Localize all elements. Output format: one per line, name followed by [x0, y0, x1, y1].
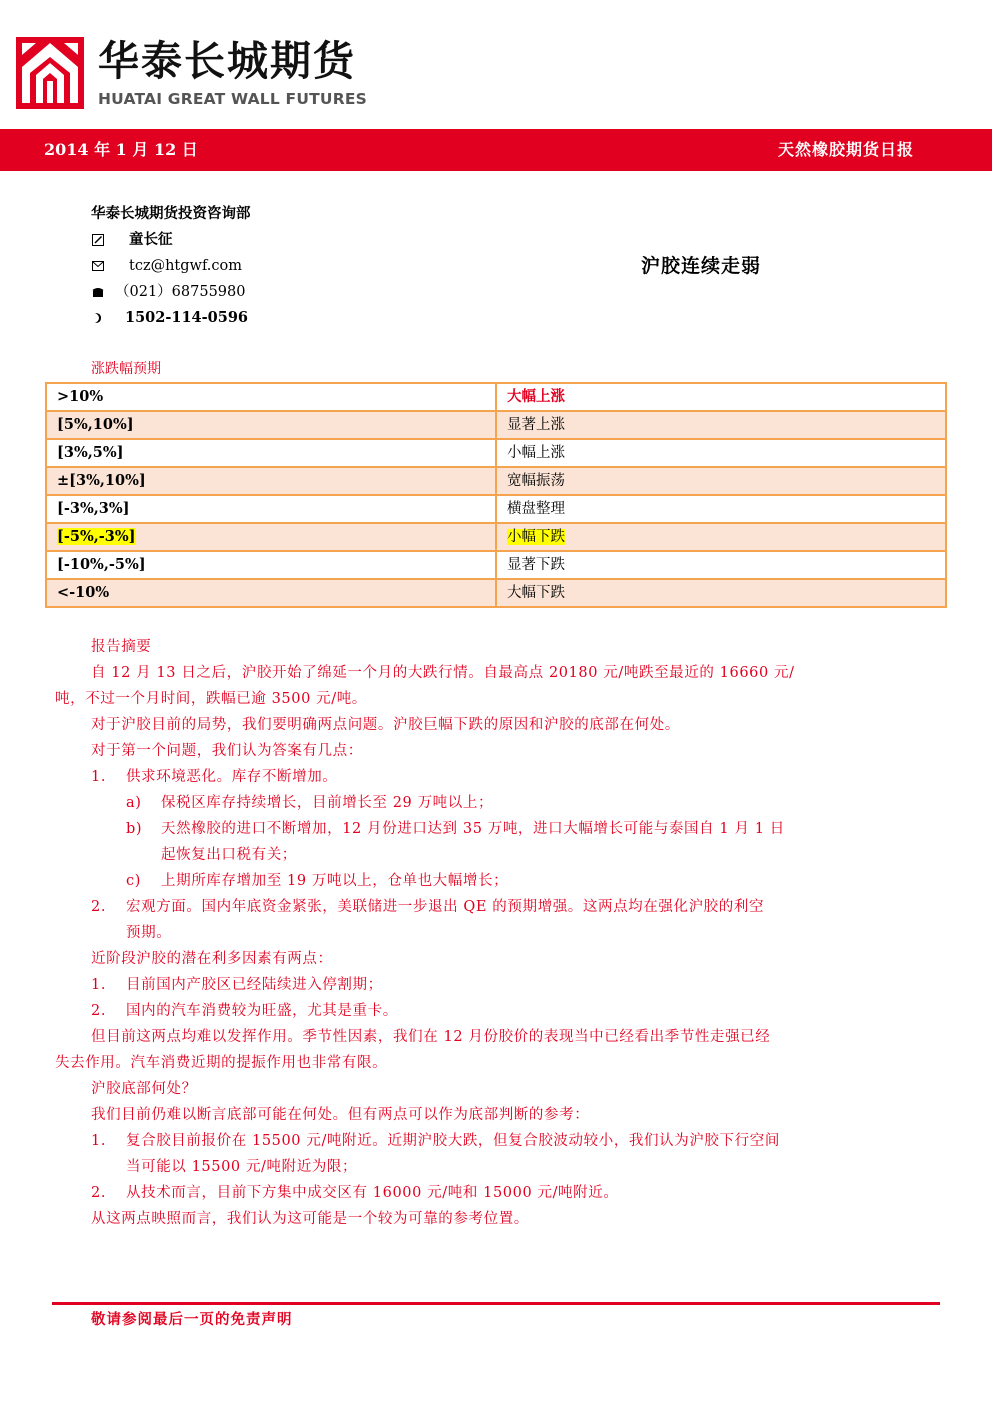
summary-line: 宏观方面。国内年底资金紧张，美联储进一步退出 QE 的预期增强。这两点均在强化沪胶的利空 [126, 899, 765, 915]
table-row [46, 495, 946, 523]
list-marker: 1. [91, 977, 107, 993]
desc-cell: 大幅下跌 [496, 579, 946, 607]
summary-line: 我们目前仍难以断言底部可能在何处。但有两点可以作为底部判断的参考： [91, 1107, 590, 1123]
table-row [46, 467, 946, 495]
table-row [46, 579, 946, 607]
summary-line: 从技术而言，目前下方集中成交区有 16000 元/吨和 15000 元/吨附近。 [126, 1185, 619, 1201]
table-row-highlighted [46, 523, 946, 551]
desc-cell: 小幅上涨 [496, 439, 946, 467]
list-marker: 1. [91, 769, 107, 785]
range-cell: >10% [46, 383, 496, 411]
table-row [46, 411, 946, 439]
phone-number: （021）68755980 [115, 284, 246, 300]
summary-line: 对于沪胶目前的局势，我们要明确两点问题。沪胶巨幅下跌的原因和沪胶的底部在何处。 [91, 717, 680, 733]
range-cell: ±[3%,10%] [46, 467, 496, 495]
author-name: 童长征 [129, 231, 173, 248]
header-banner [0, 129, 992, 171]
range-cell: [-10%,-5%] [46, 551, 496, 579]
summary-line: 供求环境恶化。库存不断增加。 [126, 769, 338, 785]
range-cell: [-3%,3%] [46, 495, 496, 523]
summary-line: 天然橡胶的进口不断增加，12 月份进口达到 35 万吨，进口大幅增长可能与泰国自 1 月 1 日 [161, 821, 785, 837]
desc-cell: 横盘整理 [496, 495, 946, 523]
desc-text: 小幅下跌 [507, 529, 565, 545]
summary-line: 预期。 [126, 925, 172, 941]
department: 华泰长城期货投资咨询部 [91, 205, 251, 222]
desc-cell: 大幅上涨 [496, 383, 946, 411]
list-marker: 1. [91, 1133, 107, 1149]
range-text: [-5%,-3%] [57, 528, 136, 545]
summary-line: 对于第一个问题，我们认为答案有几点： [91, 743, 363, 759]
email-row [91, 255, 242, 277]
brand-name-en: HUATAI GREAT WALL FUTURES [98, 90, 367, 108]
summary-line: 当可能以 15500 元/吨附近为限； [126, 1159, 358, 1175]
range-cell: [3%,5%] [46, 439, 496, 467]
range-cell [46, 523, 496, 551]
summary-line: 起恢复出口税有关； [161, 847, 297, 863]
phone-row [91, 281, 245, 303]
list-marker: 2. [91, 1185, 107, 1201]
mobile-icon [91, 311, 105, 325]
footer-divider [52, 1302, 940, 1305]
report-headline: 沪胶连续走弱 [641, 255, 762, 277]
summary-line: 自 12 月 13 日之后，沪胶开始了绵延一个月的大跌行情。自最高点 20180 元/吨跌至最近的 16660 元/ [91, 665, 795, 681]
summary-line: 但目前这两点均难以发挥作用。季节性因素，我们在 12 月份胶价的表现当中已经看出季节性走强已经 [91, 1029, 771, 1045]
email-icon [91, 259, 105, 273]
report-type: 天然橡胶期货日报 [777, 140, 914, 159]
summary-line: 吨，不过一个月时间，跌幅已逾 3500 元/吨。 [55, 691, 367, 707]
summary-line: 目前国内产胶区已经陆续进入停割期； [126, 977, 383, 993]
list-marker: c) [126, 873, 141, 889]
range-cell: <-10% [46, 579, 496, 607]
summary-line: 沪胶底部何处？ [91, 1081, 197, 1097]
list-marker: 2. [91, 899, 107, 915]
list-marker: 2. [91, 1003, 107, 1019]
table-label: 涨跌幅预期 [91, 361, 161, 377]
expectation-table [45, 382, 947, 608]
summary-title: 报告摘要 [91, 639, 152, 655]
report-date: 2014 年 1 月 12 日 [44, 140, 198, 159]
desc-cell: 宽幅振荡 [496, 467, 946, 495]
summary-line: 近阶段沪胶的潜在利多因素有两点： [91, 951, 333, 967]
table-row [46, 551, 946, 579]
range-cell: [5%,10%] [46, 411, 496, 439]
desc-cell: 显著上涨 [496, 411, 946, 439]
summary-line: 上期所库存增加至 19 万吨以上，仓单也大幅增长； [161, 873, 509, 889]
summary-line: 失去作用。汽车消费近期的提振作用也非常有限。 [55, 1055, 388, 1071]
edit-icon [91, 233, 105, 247]
author-row [91, 229, 173, 251]
list-marker: b) [126, 821, 143, 837]
summary-line: 复合胶目前报价在 15500 元/吨附近。近期沪胶大跌，但复合胶波动较小，我们认为沪胶下行空间 [126, 1133, 780, 1149]
mobile-row [91, 307, 248, 329]
list-marker: a) [126, 795, 142, 811]
table-row [46, 439, 946, 467]
mobile-number: 1502-114-0596 [125, 309, 249, 326]
phone-icon [91, 285, 105, 299]
desc-cell: 显著下跌 [496, 551, 946, 579]
disclaimer-link[interactable]: 敬请参阅最后一页的免责声明 [91, 1311, 293, 1328]
summary-line: 国内的汽车消费较为旺盛，尤其是重卡。 [126, 1003, 398, 1019]
summary-line: 从这两点映照而言，我们认为这可能是一个较为可靠的参考位置。 [91, 1211, 529, 1227]
huatai-logo [16, 37, 84, 109]
brand-name-cn: 华泰长城期货 [98, 37, 356, 85]
summary-line: 保税区库存持续增长，目前增长至 29 万吨以上； [161, 795, 494, 811]
desc-cell [496, 523, 946, 551]
email-link[interactable]: tcz@htgwf.com [129, 258, 243, 274]
table-row [46, 383, 946, 411]
